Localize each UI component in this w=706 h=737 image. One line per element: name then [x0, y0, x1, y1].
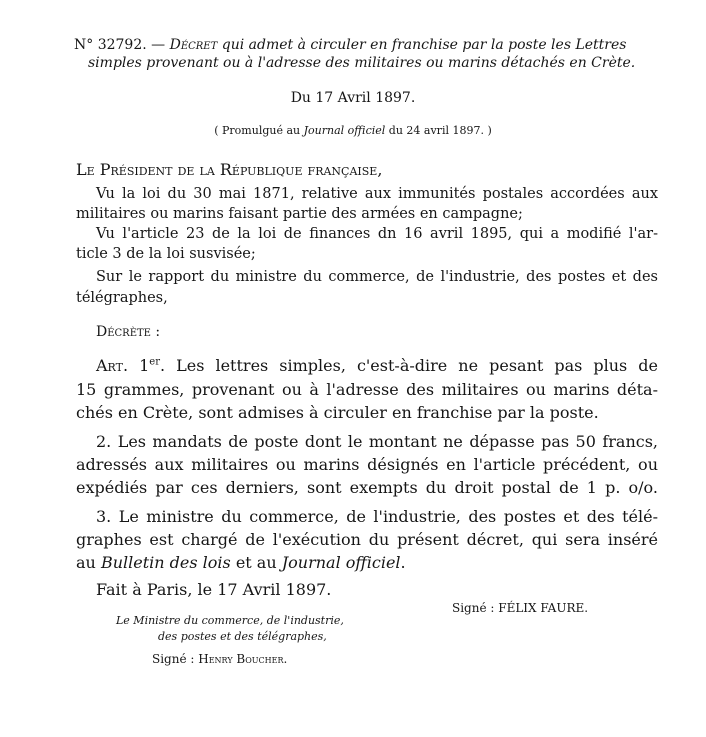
considerant-1-line2: militaires ou marins faisant partie des armées en campagne; [76, 206, 523, 222]
article1-sup: er [149, 356, 160, 368]
considerant-1-line1: Vu la loi du 30 mai 1871, relative aux immunités postales accordées aux [96, 186, 658, 202]
bulletin-des-lois: Bulletin des lois [100, 553, 231, 572]
article2-line2: adressés aux militaires ou marins désignés en l'article précédent, ou [76, 455, 658, 474]
decree-number: N° 32792. [74, 37, 147, 53]
decree-title-line2: simples provenant ou à l'adresse des militaires ou marins détachés en Crète. [88, 55, 636, 71]
decree-word: Décret [169, 37, 218, 53]
minister-title-line1: Le Ministre du commerce, de l'industrie, [116, 614, 344, 627]
president-heading: Le Président de la République française, [76, 160, 383, 179]
article2-line3: expédiés par ces derniers, sont exempts du droit postal de 1 p. o/o. [76, 478, 658, 497]
considerant-3-line2: télégraphes, [76, 290, 168, 306]
promulgation-suffix: du 24 avril 1897. ) [385, 124, 492, 137]
minister-signe-label: Signé : [152, 652, 199, 666]
decree-title-line1 [74, 35, 658, 55]
article3-et-au: et au [230, 553, 282, 572]
minister-signature [152, 652, 287, 666]
article3-line2: graphes est chargé de l'exécution du présent décret, qui sera inséré [76, 530, 658, 549]
considerant-2-line1: Vu l'article 23 de la loi de finances dn 16 avril 1895, qui a modifié l'ar- [96, 226, 658, 242]
decrete-heading: Décrète : [96, 324, 161, 340]
considerant-3-line1: Sur le rapport du ministre du commerce, de l'industrie, des postes et des [96, 269, 658, 285]
article3-line3 [76, 553, 406, 572]
article3-period: . [400, 553, 406, 572]
minister-title-line2: des postes et des télégraphes, [158, 630, 327, 643]
article1-line2: 15 grammes, provenant ou à l'adresse des militaires ou marins déta- [76, 380, 658, 399]
promulgation-note [0, 124, 706, 137]
article1-line1-rest: . Les lettres simples, c'est-à-dire ne pesant pas plus de [160, 356, 658, 375]
article3-au: au [76, 553, 101, 572]
article1-line3: chés en Crète, sont admises à circuler en franchise par la poste. [76, 403, 599, 422]
article2-line1: 2. Les mandats de poste dont le montant ne dépasse pas 50 francs, [96, 432, 658, 451]
promulgation-journal: Journal officiel [303, 124, 386, 137]
article3-line1: 3. Le ministre du commerce, de l'industrie, des postes et des télé- [96, 507, 658, 526]
considerant-2-line2: ticle 3 de la loi susvisée; [76, 246, 256, 262]
minister-name: Henry Boucher. [198, 652, 288, 666]
decree-date: Du 17 Avril 1897. [290, 90, 416, 106]
article1-label: Art. 1 [96, 356, 150, 375]
president-signature [452, 601, 588, 615]
journal-officiel: Journal officiel [281, 553, 401, 572]
president-signe-label: Signé : [452, 601, 499, 615]
promulgation-prefix: ( Promulgué au [214, 124, 304, 137]
president-name: FÉLIX FAURE. [498, 601, 589, 615]
article1-line1 [96, 356, 658, 375]
title-dash: — [146, 37, 170, 53]
title-rest: qui admet à circuler en franchise par la poste les Lettres [217, 37, 627, 53]
fait-a-paris: Fait à Paris, le 17 Avril 1897. [96, 580, 332, 599]
